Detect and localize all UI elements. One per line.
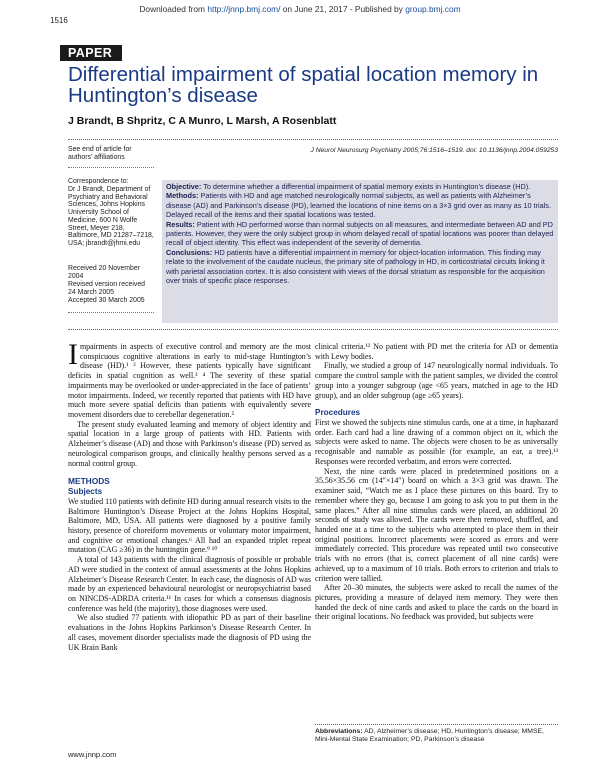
download-middle: on June 21, 2017 - Published by: [280, 4, 406, 14]
article-type-label: PAPER: [60, 45, 122, 61]
header-divider: [68, 139, 558, 140]
body-column-right: [315, 342, 558, 622]
abstract-divider: [68, 329, 558, 330]
subjects-paragraph-3: We also studied 77 patients with idiopathic PD as part of their baseline evaluations in the Johns Hopkins Parkinson’s Disease Research Center. In all cases, movement disorder specialists made the diagnosis of PD using the UK Brain Bank: [68, 613, 311, 652]
control-group-paragraph: Finally, we studied a group of 147 neurologically normal individuals. To compare the control sample with the patient samples, we divided the control group into a younger subgroup (age <65 years, matched in age to the HD group), and an older subgroup (age ≥65 years).: [315, 361, 558, 400]
abstract-conclusions: Conclusions: HD patients have a differential impairment in memory for object-location information. This finding may relate to the involvement of the caudate nucleus, the primary site of pathology in HD, in corticostriatal circuits linking it with parietal association cortex. It is also consistent with views of the dorsal striatum as responsible for the acquisition over trials of specific place responses.: [166, 247, 545, 286]
abbreviations-label: Abbreviations:: [315, 728, 363, 735]
download-prefix: Downloaded from: [139, 4, 208, 14]
subjects-continuation: clinical criteria.¹² No patient with PD met the criteria for AD or dementia with Lewy bodies.: [315, 342, 558, 361]
citation-line: J Neurol Neurosurg Psychiatry 2005;76:1516–1519. doi: 10.1136/jnnp.2004.059253: [310, 147, 558, 154]
accepted-date: Accepted 30 March 2005: [68, 297, 145, 304]
publisher-link[interactable]: group.bmj.com: [405, 4, 461, 14]
methods-heading: METHODS: [68, 476, 110, 487]
journal-link[interactable]: http://jnnp.bmj.com/: [207, 4, 281, 14]
correspondence-label: Correspondence to:: [68, 178, 129, 185]
methods-label: Methods:: [166, 191, 199, 201]
abstract-methods: Methods: Patients with HD and age matched neurologically normal subjects, as well as patients with Alzheimer’s disease (AD) and Parkinson’s disease (PD), learned the locations of nine items on a 3×3 grid over as many as 10 trials. Delayed recall of the items and their spatial locations was tested.: [166, 191, 551, 220]
results-label: Results:: [166, 219, 195, 229]
procedures-paragraph-1: First we showed the subjects nine stimulus cards, one at a time, in haphazard order. Each card had a line drawing of a common object on it, which the subjects were asked to name. The objects were chosen to be as universally recognisable and namable as possible (for example, an ear, a tree).¹³ Responses were recorded verbatim, and errors were corrected.: [315, 418, 558, 466]
article-title: Differential impairment of spatial location memory in Huntington’s disease: [68, 63, 539, 107]
conclusions-label: Conclusions:: [166, 247, 213, 257]
subjects-paragraph-2: A total of 143 patients with the clinical diagnosis of possible or probable AD were studied in the context of annual assessments at the Johns Hopkins Alzheimer’s Disease Research Center. In each case, the diagnosis of AD was made by an experienced behavioural neurologist or neuropsychiatrist based on NINCDS-ADRDA criteria.¹¹ In cases for which a consensus diagnosis conference was held (the majority), those diagnoses were used.: [68, 555, 311, 613]
download-bar: [0, 4, 600, 14]
sidebar-divider-bottom: [68, 312, 154, 313]
abstract-objective: Objective: To determine whether a differential impairment of spatial memory exists in Huntington’s disease (HD).: [166, 182, 531, 191]
drop-cap: I: [68, 338, 78, 371]
received-date: Received 20 November 2004: [68, 265, 141, 280]
correspondence-address: Dr J Brandt, Department of Psychiatry and Behavioral Sciences, Johns Hopkins University School of Medicine, 600 N Wolfe Street, Meyer 218, Baltimore, MD 21287–7218, USA; jbrandt@jhmi.edu: [68, 186, 154, 247]
sidebar-divider: [68, 167, 154, 168]
intro-paragraph-2: The present study evaluated learning and memory of object identity and spatial location in a large group of patients with HD. Patients with Alzheimer’s disease (AD) and those with Parkinson’s disease (PD) served as neurological comparison groups, and clinically healthy persons served as a normal control group.: [68, 419, 311, 468]
procedures-paragraph-3: After 20–30 minutes, the subjects were asked to recall the names of the pictures, providing a measure of delayed item memory. They were then handed the deck of nine cards and asked to place the cards on the board in their original locations. No feedback was provided, but subjects were: [315, 583, 558, 622]
intro-paragraph-1: Impairments in aspects of executive control and memory are the most conspicuous cognitive alterations in early to mid-stage Huntington’s disease (HD).¹ ² However, these patients typically have significant deficits in spatial cognition as well.³ ⁴ The severity of these spatial impairments may be overlooked or under-appreciated in the face of patients’ motor impairments. Indeed, we recently reported that patients with HD have much more severe spatial deficits than patients with equivalently severe movement disorders due to cerebellar degeneration.⁵: [68, 338, 311, 420]
abstract-results: Results: Patient with HD performed worse than normal subjects on all measures, and intermediate between AD and PD patients. However, they were the only subject group in whom delayed recall of spatial locations was poorer than delayed recall of object identity. This effect was independent of the severity of dementia.: [166, 219, 554, 248]
subjects-paragraph-1: We studied 110 patients with definite HD during annual research visits to the Baltimore Huntington’s Disease Project at the Johns Hopkins Hospital, Baltimore, MD, USA. All patients were diagnosed by a positive family history, presence of choreiform movements or voluntary motor impairment, and cognitive or emotional changes.⁶ All had an expanded triplet repeat mutation (CAG ≥36) in the huntingtin gene.⁹ ¹⁰: [68, 496, 311, 555]
footer-url[interactable]: www.jnnp.com: [68, 750, 117, 759]
procedures-paragraph-2: Next, the nine cards were placed in predetermined positions on a 35.56×35.56 cm (14″×14″) board on which a 3×3 grid was drawn. The examiner said, “Watch me as I place these pictures on this board. Try to remember where they go, because I am going to ask you to put them in the same places.” After all nine stimulus cards were placed, an additional 20 seconds of study was allowed. The cards were then removed, shuffled, and handed one at a time to the subjects who attempted to place them in their original positions. Incorrect placements were scored as errors and were immediately corrected. This procedure was repeated until two consecutive trials with no errors (that is, correct placement of all nine cards) were achieved, up to a maximum of 10 trials. Both errors to criterion and trials to criterion were tallied.: [315, 466, 558, 583]
see-end-note: See end of article for authors’ affiliations: [68, 146, 132, 161]
subjects-heading: Subjects: [68, 487, 103, 497]
objective-label: Objective:: [166, 182, 202, 191]
page-number: 1516: [50, 16, 68, 25]
abstract-box: [162, 180, 558, 323]
author-list: J Brandt, B Shpritz, C A Munro, L Marsh, A Rosenblatt: [68, 115, 337, 127]
abbreviations-divider: [315, 724, 558, 725]
procedures-heading: Procedures: [315, 408, 361, 418]
body-column-left: [68, 338, 311, 652]
revised-date: Revised version received 24 March 2005: [68, 281, 145, 296]
abbreviations-note: Abbreviations: AD, Alzheimer’s disease; HD, Huntington’s disease; MMSE, Mini-Mental State Examination; PD, Parkinson’s disease: [315, 728, 544, 744]
